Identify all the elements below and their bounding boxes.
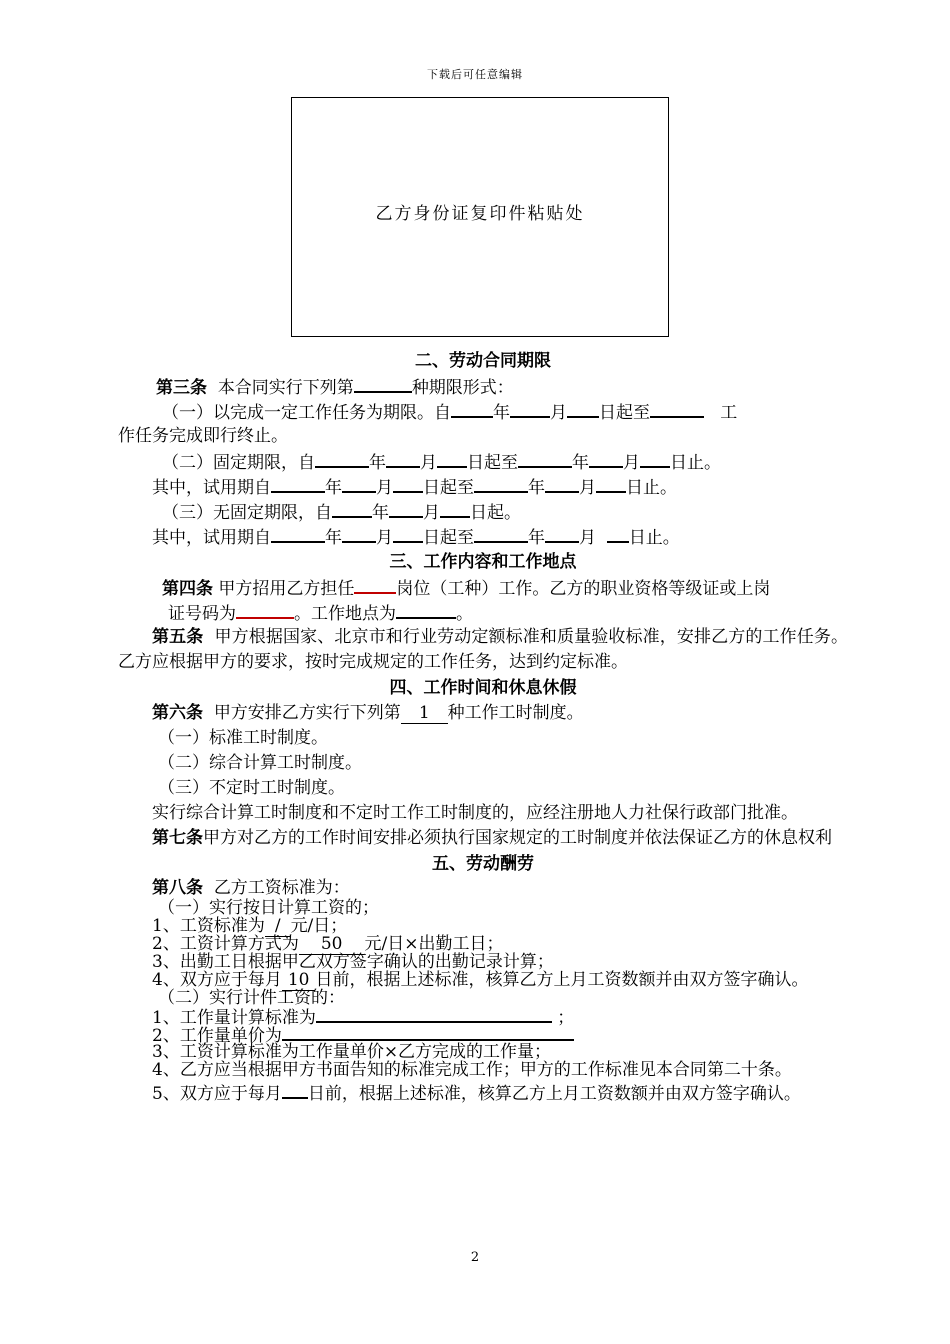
day-label: 日起至 — [423, 528, 474, 548]
blank — [389, 499, 423, 518]
term-option-1-cont: 作任务完成即行终止。 — [118, 426, 288, 446]
piece-item-5-text: 5、双方应于每月 — [152, 1084, 282, 1104]
article-4-label: 第四条 — [162, 579, 213, 599]
article-7 — [118, 826, 848, 851]
year-label: 年 — [372, 503, 389, 523]
trial-period-2 — [118, 524, 848, 549]
daily-item-1-unit: 元/日； — [290, 916, 348, 936]
article-7-text: 甲方对乙方的工作时间安排必须执行国家规定的工时制度并依法保证乙方的休息权利 — [203, 828, 832, 848]
blank — [332, 499, 372, 518]
year-label: 年 — [572, 453, 589, 473]
blank — [315, 449, 369, 468]
blank — [271, 524, 325, 543]
blank — [440, 499, 470, 518]
contract-body — [118, 348, 848, 1105]
piece-item-2-text: 2、工作量单价为 — [152, 1026, 282, 1046]
workload-standard-blank — [316, 1007, 552, 1023]
article-4 — [118, 575, 848, 600]
section-5-title: 五、劳动酬劳 — [432, 854, 534, 874]
header-note: 下载后可任意编辑 — [427, 68, 523, 81]
blank — [607, 524, 629, 543]
daily-item-2-unit: 元/日×出勤工日； — [364, 934, 504, 954]
blank — [393, 474, 423, 493]
position-blank — [354, 575, 396, 594]
term-option-3-text: （三）无固定期限，自 — [162, 503, 332, 523]
daily-item-4 — [118, 971, 848, 989]
section-2-title: 二、劳动合同期限 — [415, 351, 551, 371]
semicolon: ； — [557, 1008, 575, 1028]
day-end-label: 日止。 — [626, 478, 677, 498]
article-3 — [118, 374, 848, 399]
id-box-label: 乙方身份证复印件粘贴处 — [375, 204, 585, 224]
payday-value: 10 — [282, 970, 316, 991]
piece-wage-heading: （二）实行计件工资的： — [158, 988, 345, 1008]
day-start-label: 日起。 — [470, 503, 521, 523]
month-label: 月 — [376, 478, 393, 498]
article-5 — [118, 625, 848, 675]
term-option-1-text: （一）以完成一定工作任务为期限。自 — [162, 403, 451, 423]
daily-wage-value: / — [265, 916, 291, 937]
blank — [596, 474, 626, 493]
blank — [342, 524, 376, 543]
month-label: 月 — [623, 453, 640, 473]
piece-item-5-text-end: 日前，根据上述标准，核算乙方上月工资数额并由双方签字确认。 — [307, 1084, 801, 1104]
article-3-text-end: 种期限形式： — [411, 378, 514, 398]
term-option-2 — [118, 449, 848, 474]
year-label: 年 — [325, 478, 342, 498]
month-label: 月 — [423, 503, 440, 523]
month-label: 月 — [420, 453, 437, 473]
blank — [510, 399, 550, 418]
daily-item-1-text: 1、工资标准为 — [152, 916, 265, 936]
section-3-title: 三、工作内容和工作地点 — [389, 552, 577, 572]
month-label: 月 — [550, 403, 567, 423]
term-option-1 — [118, 399, 848, 424]
term-option-1-text-end: 工 — [720, 403, 738, 423]
term-option-2-text: （二）固定期限，自 — [162, 453, 315, 473]
daily-wage-heading: （一）实行按日计算工资的； — [158, 898, 379, 918]
daily-rate-value: 50 — [299, 934, 365, 955]
day-end-label: 日止。 — [670, 453, 721, 473]
month-label: 月 — [376, 528, 393, 548]
blank — [386, 449, 420, 468]
blank — [589, 449, 623, 468]
day-label: 日起至 — [599, 403, 650, 423]
blank — [567, 399, 599, 418]
blank — [393, 524, 423, 543]
piece-item-5 — [118, 1083, 848, 1105]
article-8-label: 第八条 — [152, 878, 203, 898]
location-label: 。工作地点为 — [294, 604, 396, 624]
piece-item-1 — [118, 1007, 848, 1028]
daily-item-3: 3、出勤工日根据甲乙双方签字确认的出勤记录计算； — [152, 952, 554, 972]
article-8-text: 乙方工资标准为： — [213, 878, 350, 898]
article-6-label: 第六条 — [152, 703, 203, 723]
daily-item-4-text: 4、双方应于每月 — [152, 970, 282, 990]
daily-item-4-text-end: 日前，根据上述标准，核算乙方上月工资数额并由双方签字确认。 — [315, 970, 809, 990]
blank — [545, 474, 579, 493]
blank — [474, 474, 528, 493]
year-label: 年 — [325, 528, 342, 548]
article-8 — [118, 877, 848, 899]
trial-text: 其中，试用期自 — [152, 478, 271, 498]
section-4-title: 四、工作时间和休息休假 — [389, 678, 577, 698]
term-option-3 — [118, 499, 848, 524]
article-5-text: 甲方根据国家、北京市和行业劳动定额标准和质量验收标准，安排乙方的工作任务。乙方应根据甲方的要求，按时完成规定的工作任务，达到约定标准。 — [118, 627, 849, 672]
article-6-text: 甲方安排乙方实行下列第 — [213, 703, 401, 723]
blank — [342, 474, 376, 493]
day-label: 日起至 — [423, 478, 474, 498]
article-6 — [118, 701, 848, 726]
month-label: 月 — [579, 528, 596, 548]
cert-number-blank — [236, 600, 294, 619]
daily-item-2-text: 2、工资计算方式为 — [152, 934, 299, 954]
blank — [271, 474, 325, 493]
piece-item-2 — [118, 1025, 848, 1046]
hour-system-note: 实行综合计算工时制度和不定时工作工时制度的，应经注册地人力社保行政部门批准。 — [152, 803, 798, 823]
year-label: 年 — [528, 528, 545, 548]
day-label: 日起至 — [467, 453, 518, 473]
cert-label: 证号码为 — [168, 604, 236, 624]
year-label: 年 — [493, 403, 510, 423]
blank — [518, 449, 572, 468]
period: 。 — [456, 604, 473, 624]
year-label: 年 — [528, 478, 545, 498]
day-end-label: 日止。 — [628, 528, 680, 548]
blank — [451, 399, 493, 418]
trial-period-1 — [118, 474, 848, 499]
blank — [474, 524, 528, 543]
work-hour-system-value: 1 — [401, 703, 448, 724]
piece-item-4: 4、乙方应当根据甲方书面告知的标准完成工作；甲方的工作标准见本合同第二十条。 — [152, 1060, 792, 1080]
article-3-text: 本合同实行下列第 — [217, 378, 354, 398]
article-4-cont — [118, 600, 848, 625]
blank — [545, 524, 579, 543]
article-6-text-end: 种工作工时制度。 — [447, 703, 584, 723]
hour-option-1: （一）标准工时制度。 — [158, 728, 328, 748]
payday-blank — [282, 1083, 308, 1099]
article-5-label: 第五条 — [152, 627, 204, 647]
term-type-blank — [354, 374, 412, 393]
daily-item-2 — [118, 935, 848, 953]
piece-item-1-text: 1、工作量计算标准为 — [152, 1008, 316, 1028]
page-number: 2 — [470, 1250, 480, 1265]
unit-price-blank — [282, 1025, 574, 1041]
piece-item-3: 3、工资计算标准为工作量单价×乙方完成的工作量； — [152, 1042, 552, 1062]
hour-option-2: （二）综合计算工时制度。 — [158, 753, 362, 773]
blank — [650, 399, 704, 418]
id-copy-paste-box — [291, 97, 669, 337]
blank — [640, 449, 670, 468]
blank — [437, 449, 467, 468]
article-4-text: 甲方招用乙方担任 — [218, 579, 355, 599]
article-3-label: 第三条 — [156, 378, 207, 398]
article-4-text-2: 岗位（工种）工作。乙方的职业资格等级证或上岗 — [396, 579, 771, 599]
article-7-label: 第七条 — [152, 828, 203, 848]
year-label: 年 — [369, 453, 386, 473]
daily-item-1 — [118, 917, 848, 935]
location-blank — [396, 600, 456, 619]
month-label: 月 — [579, 478, 596, 498]
trial-text: 其中，试用期自 — [152, 528, 271, 548]
hour-option-3: （三）不定时工时制度。 — [158, 778, 345, 798]
